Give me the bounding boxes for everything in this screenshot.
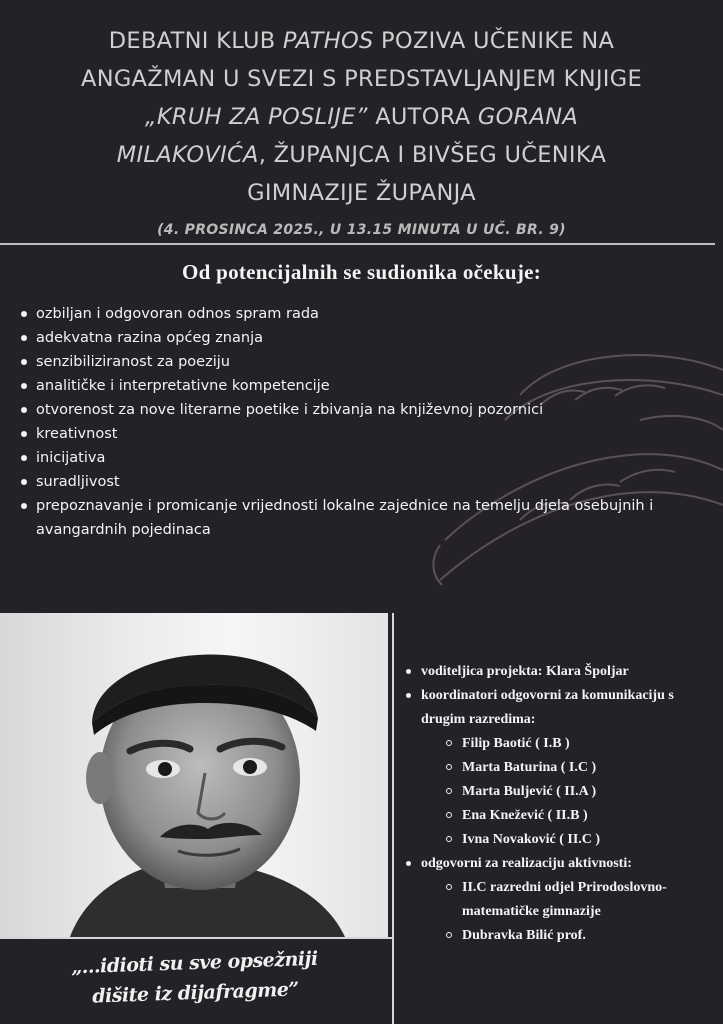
author-portrait [0, 613, 388, 937]
poster-header [20, 22, 703, 238]
section-divider [392, 613, 394, 1024]
coordinator-item: Marta Baturina ( I.C ) [421, 756, 717, 780]
responsible-item: Dubravka Bilić prof. [421, 924, 717, 948]
coordinators-list [421, 732, 717, 852]
header-divider [0, 243, 715, 245]
book-title: „KRUH ZA POSLIJE” [144, 104, 368, 130]
requirement-item: inicijativa [20, 446, 710, 470]
requirement-item: suradljivost [20, 470, 710, 494]
title-line-5: GIMNAZIJE ŽUPANJA [247, 180, 476, 206]
author-quote [39, 943, 351, 1014]
requirement-item: prepoznavanje i promicanje vrijednosti lokalne zajednice na temelju djela osebujnih i avangardnih pojedinaca [20, 494, 710, 542]
responsible-section [405, 852, 717, 948]
poster-title [20, 22, 703, 212]
club-name: PATHOS [282, 28, 374, 54]
requirement-item: analitičke i interpretativne kompetencije [20, 374, 710, 398]
quote-line-2: dišite iz dijafragme” [91, 978, 300, 1008]
author-name: MILAKOVIĆA [116, 142, 259, 168]
responsible-item: II.C razredni odjel Prirodoslovno-matematičke gimnazije [421, 876, 717, 924]
title-line-2: ANGAŽMAN U SVEZI S PREDSTAVLJANJEM KNJIGE [81, 66, 642, 92]
project-leader: voditeljica projekta: Klara Špoljar [405, 660, 717, 684]
requirement-item: senzibiliziranost za poeziju [20, 350, 710, 374]
requirements-list [20, 302, 710, 542]
title-line-3: „KRUH ZA POSLIJE” AUTORA GORANA [144, 104, 579, 130]
quote-line-1: „...idioti su sve opsežniji [70, 947, 319, 979]
coordinator-item: Ivna Novaković ( II.C ) [421, 828, 717, 852]
project-info [405, 660, 717, 948]
title-line-1: DEBATNI KLUB PATHOS POZIVA UČENIKE NA [108, 28, 615, 54]
event-date: (4. PROSINCA 2025., U 13.15 MINUTA U UČ. BR. 9) [157, 222, 566, 238]
coordinator-item: Marta Buljević ( II.A ) [421, 780, 717, 804]
coordinators-section [405, 684, 717, 852]
photo-bottom-rule [0, 937, 392, 939]
title-line-4: MILAKOVIĆA, ŽUPANJCA I BIVŠEG UČENIKA [116, 142, 607, 168]
coordinator-item: Filip Baotić ( I.B ) [421, 732, 717, 756]
requirement-item: otvorenost za nove literarne poetike i zbivanja na književnoj pozornici [20, 398, 710, 422]
responsible-list [421, 876, 717, 948]
requirement-item: ozbiljan i odgovoran odnos spram rada [20, 302, 710, 326]
author-photo [0, 613, 388, 937]
requirements-heading: Od potencijalnih se sudionika očekuje: [181, 260, 542, 284]
requirement-item: kreativnost [20, 422, 710, 446]
responsible-label: odgovorni za realizaciju aktivnosti: [421, 856, 632, 871]
project-info-list [405, 660, 717, 948]
coordinator-item: Ena Knežević ( II.B ) [421, 804, 717, 828]
requirement-item: adekvatna razina općeg znanja [20, 326, 710, 350]
coordinators-label: koordinatori odgovorni za komunikaciju s drugim razredima: [421, 688, 674, 727]
